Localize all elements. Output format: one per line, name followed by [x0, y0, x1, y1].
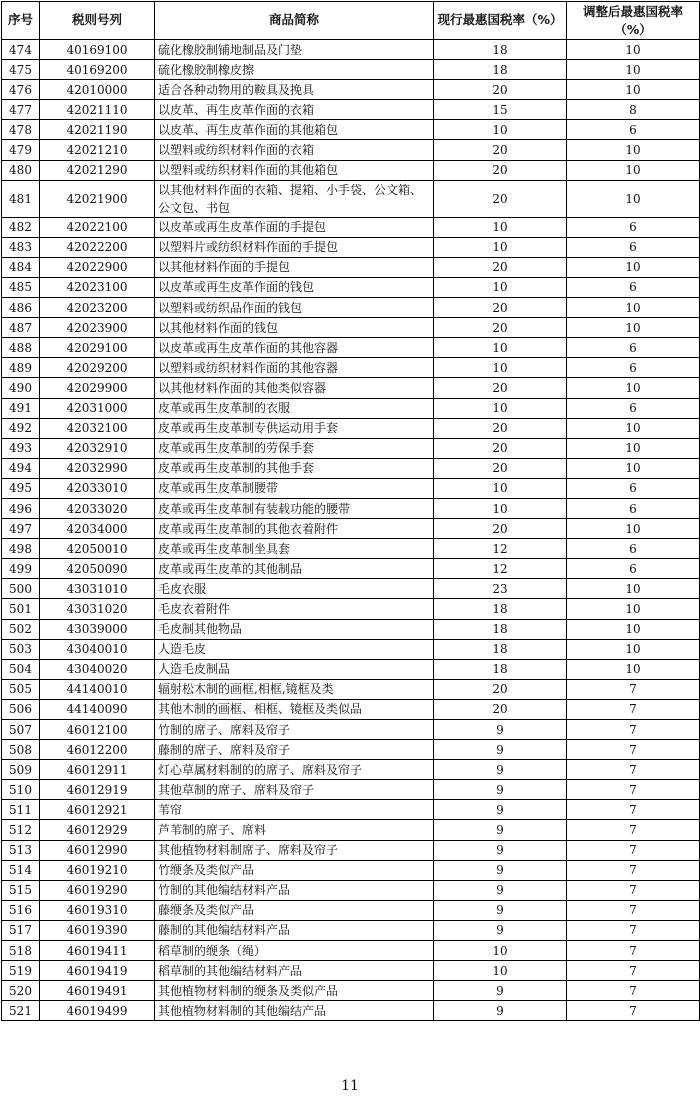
- cell-name: 竹制的席子、席料及帘子: [155, 720, 434, 740]
- cell-name: 其他植物材料制的缏条及类似产品: [155, 981, 434, 1001]
- cell-name: 其他植物材料制的其他编结产品: [155, 1001, 434, 1021]
- cell-code: 42034000: [40, 519, 155, 539]
- cell-current-rate: 18: [434, 659, 567, 679]
- cell-current-rate: 18: [434, 599, 567, 619]
- cell-current-rate: 18: [434, 40, 567, 60]
- cell-seq: 476: [2, 80, 40, 100]
- cell-code: 43040020: [40, 659, 155, 679]
- cell-current-rate: 10: [434, 237, 567, 257]
- cell-adjusted-rate: 6: [567, 358, 700, 378]
- table-header-row: [2, 2, 700, 40]
- cell-seq: 483: [2, 237, 40, 257]
- cell-adjusted-rate: 10: [567, 458, 700, 478]
- table-row: [2, 760, 700, 780]
- tariff-table: [1, 1, 700, 1021]
- cell-code: 42010000: [40, 80, 155, 100]
- cell-current-rate: 9: [434, 981, 567, 1001]
- cell-seq: 513: [2, 840, 40, 860]
- cell-name: 辐射松木制的画框,相框,镜框及类: [155, 679, 434, 699]
- table-row: [2, 478, 700, 498]
- cell-adjusted-rate: 7: [567, 720, 700, 740]
- cell-name: 以皮革或再生皮革作面的手提包: [155, 217, 434, 237]
- cell-adjusted-rate: 6: [567, 217, 700, 237]
- cell-name: 硫化橡胶制铺地制品及门垫: [155, 40, 434, 60]
- cell-code: 46019411: [40, 941, 155, 961]
- header-adjusted-rate: [567, 2, 700, 40]
- cell-code: 46019290: [40, 880, 155, 900]
- cell-adjusted-rate: 10: [567, 438, 700, 458]
- cell-current-rate: 10: [434, 338, 567, 358]
- cell-adjusted-rate: 7: [567, 780, 700, 800]
- cell-current-rate: 20: [434, 318, 567, 338]
- cell-seq: 508: [2, 740, 40, 760]
- table-row: [2, 820, 700, 840]
- table-row: [2, 780, 700, 800]
- cell-code: 42050090: [40, 559, 155, 579]
- table-row: [2, 60, 700, 80]
- table-row: [2, 900, 700, 920]
- cell-current-rate: 10: [434, 120, 567, 140]
- cell-code: 40169100: [40, 40, 155, 60]
- cell-seq: 517: [2, 920, 40, 940]
- cell-current-rate: 20: [434, 180, 567, 217]
- cell-adjusted-rate: 7: [567, 961, 700, 981]
- cell-code: 42032990: [40, 458, 155, 478]
- cell-code: 46019310: [40, 900, 155, 920]
- cell-code: 42022100: [40, 217, 155, 237]
- cell-code: 46012100: [40, 720, 155, 740]
- cell-adjusted-rate: 6: [567, 277, 700, 297]
- table-row: [2, 237, 700, 257]
- page-number: 11: [341, 1078, 359, 1094]
- cell-adjusted-rate: 7: [567, 699, 700, 719]
- cell-code: 42031000: [40, 398, 155, 418]
- cell-adjusted-rate: 7: [567, 900, 700, 920]
- cell-name: 以其他材料作面的手提包: [155, 257, 434, 277]
- cell-name: 毛皮衣服: [155, 579, 434, 599]
- cell-seq: 486: [2, 298, 40, 318]
- cell-code: 42033010: [40, 478, 155, 498]
- cell-code: 42022200: [40, 237, 155, 257]
- cell-seq: 506: [2, 699, 40, 719]
- cell-adjusted-rate: 10: [567, 160, 700, 180]
- cell-name: 藤缏条及类似产品: [155, 900, 434, 920]
- cell-code: 42032100: [40, 418, 155, 438]
- cell-name: 以皮革、再生皮革作面的衣箱: [155, 100, 434, 120]
- cell-seq: 501: [2, 599, 40, 619]
- table-row: [2, 920, 700, 940]
- cell-adjusted-rate: 10: [567, 60, 700, 80]
- cell-code: 42023900: [40, 318, 155, 338]
- cell-name: 适合各种动物用的鞍具及挽具: [155, 80, 434, 100]
- cell-current-rate: 15: [434, 100, 567, 120]
- cell-adjusted-rate: 6: [567, 478, 700, 498]
- cell-current-rate: 9: [434, 840, 567, 860]
- cell-seq: 520: [2, 981, 40, 1001]
- cell-current-rate: 12: [434, 539, 567, 559]
- cell-seq: 500: [2, 579, 40, 599]
- cell-name: 以塑料或纺织材料作面的其他箱包: [155, 160, 434, 180]
- table-row: [2, 740, 700, 760]
- cell-current-rate: 20: [434, 257, 567, 277]
- cell-adjusted-rate: 10: [567, 519, 700, 539]
- table-row: [2, 941, 700, 961]
- table-row: [2, 277, 700, 297]
- cell-code: 42022900: [40, 257, 155, 277]
- cell-seq: 488: [2, 338, 40, 358]
- cell-code: 43039000: [40, 619, 155, 639]
- cell-code: 43031010: [40, 579, 155, 599]
- table-row: [2, 338, 700, 358]
- cell-current-rate: 18: [434, 619, 567, 639]
- table-row: [2, 318, 700, 338]
- cell-name: 皮革或再生皮革的其他制品: [155, 559, 434, 579]
- cell-seq: 505: [2, 679, 40, 699]
- cell-adjusted-rate: 7: [567, 679, 700, 699]
- cell-current-rate: 20: [434, 378, 567, 398]
- cell-adjusted-rate: 10: [567, 180, 700, 217]
- cell-seq: 481: [2, 180, 40, 217]
- cell-current-rate: 20: [434, 140, 567, 160]
- cell-name: 皮革或再生皮革制的其他手套: [155, 458, 434, 478]
- cell-code: 46012200: [40, 740, 155, 760]
- cell-adjusted-rate: 7: [567, 860, 700, 880]
- cell-seq: 474: [2, 40, 40, 60]
- cell-name: 皮革或再生皮革制坐具套: [155, 539, 434, 559]
- cell-seq: 487: [2, 318, 40, 338]
- cell-current-rate: 9: [434, 860, 567, 880]
- cell-current-rate: 9: [434, 760, 567, 780]
- cell-current-rate: 10: [434, 941, 567, 961]
- table-body: [2, 40, 700, 1021]
- cell-seq: 516: [2, 900, 40, 920]
- cell-seq: 495: [2, 478, 40, 498]
- cell-adjusted-rate: 10: [567, 80, 700, 100]
- cell-current-rate: 20: [434, 699, 567, 719]
- cell-current-rate: 23: [434, 579, 567, 599]
- cell-current-rate: 10: [434, 961, 567, 981]
- table-row: [2, 860, 700, 880]
- cell-current-rate: 9: [434, 720, 567, 740]
- cell-current-rate: 10: [434, 277, 567, 297]
- table-row: [2, 800, 700, 820]
- cell-adjusted-rate: 7: [567, 760, 700, 780]
- cell-code: 46019419: [40, 961, 155, 981]
- table-row: [2, 880, 700, 900]
- table-row: [2, 699, 700, 719]
- cell-seq: 496: [2, 498, 40, 518]
- header-current-rate: 现行最惠国税率（%）: [434, 2, 567, 40]
- cell-name: 皮革或再生皮革制腰带: [155, 478, 434, 498]
- cell-seq: 512: [2, 820, 40, 840]
- cell-current-rate: 10: [434, 478, 567, 498]
- cell-code: 46019499: [40, 1001, 155, 1021]
- cell-name: 其他木制的画框、相框、镜框及类似品: [155, 699, 434, 719]
- cell-adjusted-rate: 10: [567, 40, 700, 60]
- cell-name: 人造毛皮: [155, 639, 434, 659]
- cell-code: 42029200: [40, 358, 155, 378]
- table-row: [2, 100, 700, 120]
- table-row: [2, 298, 700, 318]
- cell-adjusted-rate: 10: [567, 418, 700, 438]
- cell-code: 42032910: [40, 438, 155, 458]
- cell-adjusted-rate: 6: [567, 120, 700, 140]
- cell-seq: 499: [2, 559, 40, 579]
- cell-code: 42029100: [40, 338, 155, 358]
- cell-code: 44140010: [40, 679, 155, 699]
- cell-name: 藤制的席子、席料及帘子: [155, 740, 434, 760]
- cell-seq: 503: [2, 639, 40, 659]
- cell-seq: 510: [2, 780, 40, 800]
- cell-adjusted-rate: 10: [567, 619, 700, 639]
- cell-current-rate: 10: [434, 358, 567, 378]
- table-row: [2, 160, 700, 180]
- cell-current-rate: 9: [434, 880, 567, 900]
- cell-name: 以塑料片或纺织材料作面的手提包: [155, 237, 434, 257]
- header-adjusted-line2: （%）: [614, 21, 652, 37]
- cell-adjusted-rate: 10: [567, 298, 700, 318]
- cell-name: 以其他材料作面的其他类似容器: [155, 378, 434, 398]
- cell-code: 42021110: [40, 100, 155, 120]
- cell-adjusted-rate: 10: [567, 378, 700, 398]
- header-name: 商品简称: [155, 2, 434, 40]
- cell-name: 皮革或再生皮革制专供运动用手套: [155, 418, 434, 438]
- cell-name: 以塑料或纺织材料作面的衣箱: [155, 140, 434, 160]
- cell-adjusted-rate: 6: [567, 398, 700, 418]
- table-row: [2, 659, 700, 679]
- cell-adjusted-rate: 7: [567, 740, 700, 760]
- table-row: [2, 140, 700, 160]
- table-row: [2, 358, 700, 378]
- cell-code: 46012990: [40, 840, 155, 860]
- cell-adjusted-rate: 6: [567, 237, 700, 257]
- table-row: [2, 840, 700, 860]
- table-row: [2, 438, 700, 458]
- cell-name: 皮革或再生皮革制的其他衣着附件: [155, 519, 434, 539]
- table-row: [2, 418, 700, 438]
- table-row: [2, 120, 700, 140]
- cell-seq: 493: [2, 438, 40, 458]
- cell-seq: 489: [2, 358, 40, 378]
- cell-current-rate: 9: [434, 800, 567, 820]
- cell-name: 以皮革、再生皮革作面的其他箱包: [155, 120, 434, 140]
- table-row: [2, 539, 700, 559]
- cell-seq: 502: [2, 619, 40, 639]
- cell-name: 稻草制的其他编结材料产品: [155, 961, 434, 981]
- cell-adjusted-rate: 7: [567, 840, 700, 860]
- cell-name: 硫化橡胶制橡皮擦: [155, 60, 434, 80]
- cell-seq: 490: [2, 378, 40, 398]
- table-row: [2, 579, 700, 599]
- cell-current-rate: 18: [434, 60, 567, 80]
- table-row: [2, 398, 700, 418]
- cell-code: 42033020: [40, 498, 155, 518]
- cell-code: 46012911: [40, 760, 155, 780]
- cell-current-rate: 20: [434, 298, 567, 318]
- cell-adjusted-rate: 8: [567, 100, 700, 120]
- cell-current-rate: 10: [434, 398, 567, 418]
- header-seq: 序号: [2, 2, 40, 40]
- cell-code: 42021210: [40, 140, 155, 160]
- cell-seq: 514: [2, 860, 40, 880]
- cell-name: 苇帘: [155, 800, 434, 820]
- cell-adjusted-rate: 10: [567, 639, 700, 659]
- cell-seq: 477: [2, 100, 40, 120]
- cell-name: 灯心草属材料制的的席子、席料及帘子: [155, 760, 434, 780]
- cell-current-rate: 9: [434, 740, 567, 760]
- cell-current-rate: 9: [434, 920, 567, 940]
- table-row: [2, 679, 700, 699]
- cell-adjusted-rate: 10: [567, 579, 700, 599]
- cell-name: 皮革或再生皮革制有装载功能的腰带: [155, 498, 434, 518]
- cell-name: 竹缏条及类似产品: [155, 860, 434, 880]
- cell-code: 42050010: [40, 539, 155, 559]
- cell-adjusted-rate: 6: [567, 338, 700, 358]
- cell-adjusted-rate: 7: [567, 920, 700, 940]
- table-row: [2, 981, 700, 1001]
- cell-seq: 507: [2, 720, 40, 740]
- cell-code: 46019491: [40, 981, 155, 1001]
- table-row: [2, 180, 700, 217]
- cell-seq: 515: [2, 880, 40, 900]
- cell-code: 44140090: [40, 699, 155, 719]
- cell-code: 46019390: [40, 920, 155, 940]
- table-row: [2, 257, 700, 277]
- cell-name: 毛皮制其他物品: [155, 619, 434, 639]
- cell-code: 42021900: [40, 180, 155, 217]
- cell-current-rate: 10: [434, 498, 567, 518]
- cell-current-rate: 20: [434, 438, 567, 458]
- cell-name: 芦苇制的席子、席料: [155, 820, 434, 840]
- cell-adjusted-rate: 10: [567, 659, 700, 679]
- table-row: [2, 378, 700, 398]
- cell-code: 42021290: [40, 160, 155, 180]
- cell-name: 皮革或再生皮革制的衣服: [155, 398, 434, 418]
- cell-adjusted-rate: 7: [567, 941, 700, 961]
- cell-name: 以其他材料作面的钱包: [155, 318, 434, 338]
- cell-name: 藤制的其他编结材料产品: [155, 920, 434, 940]
- cell-adjusted-rate: 10: [567, 599, 700, 619]
- cell-current-rate: 20: [434, 160, 567, 180]
- header-adjusted-line1: 调整后最惠国税率: [582, 3, 683, 19]
- table-row: [2, 599, 700, 619]
- table-row: [2, 217, 700, 237]
- cell-code: 46012921: [40, 800, 155, 820]
- cell-name: 稻草制的缏条（绳）: [155, 941, 434, 961]
- cell-adjusted-rate: 6: [567, 539, 700, 559]
- cell-seq: 504: [2, 659, 40, 679]
- cell-adjusted-rate: 7: [567, 800, 700, 820]
- cell-seq: 475: [2, 60, 40, 80]
- cell-seq: 521: [2, 1001, 40, 1021]
- cell-current-rate: 9: [434, 900, 567, 920]
- table-row: [2, 40, 700, 60]
- cell-current-rate: 20: [434, 679, 567, 699]
- cell-current-rate: 20: [434, 519, 567, 539]
- cell-adjusted-rate: 7: [567, 1001, 700, 1021]
- table-row: [2, 458, 700, 478]
- cell-seq: 478: [2, 120, 40, 140]
- header-code: 税则号列: [40, 2, 155, 40]
- cell-current-rate: 12: [434, 559, 567, 579]
- table-row: [2, 498, 700, 518]
- cell-name: 其他草制的席子、席料及帘子: [155, 780, 434, 800]
- cell-current-rate: 10: [434, 217, 567, 237]
- cell-seq: 491: [2, 398, 40, 418]
- cell-code: 42023200: [40, 298, 155, 318]
- table-row: [2, 1001, 700, 1021]
- cell-code: 42029900: [40, 378, 155, 398]
- table-row: [2, 80, 700, 100]
- table-row: [2, 639, 700, 659]
- cell-seq: 519: [2, 961, 40, 981]
- cell-adjusted-rate: 10: [567, 140, 700, 160]
- cell-adjusted-rate: 6: [567, 559, 700, 579]
- cell-code: 46019210: [40, 860, 155, 880]
- cell-current-rate: 9: [434, 820, 567, 840]
- cell-name: 毛皮衣着附件: [155, 599, 434, 619]
- cell-name: 竹制的其他编结材料产品: [155, 880, 434, 900]
- cell-current-rate: 9: [434, 780, 567, 800]
- cell-adjusted-rate: 7: [567, 981, 700, 1001]
- cell-code: 42023100: [40, 277, 155, 297]
- cell-seq: 511: [2, 800, 40, 820]
- table-row: [2, 619, 700, 639]
- table-row: [2, 720, 700, 740]
- cell-seq: 485: [2, 277, 40, 297]
- cell-seq: 479: [2, 140, 40, 160]
- cell-name: 以塑料或纺织品作面的钱包: [155, 298, 434, 318]
- cell-current-rate: 9: [434, 1001, 567, 1021]
- cell-seq: 492: [2, 418, 40, 438]
- cell-name: 以皮革或再生皮革作面的其他容器: [155, 338, 434, 358]
- cell-seq: 482: [2, 217, 40, 237]
- cell-seq: 498: [2, 539, 40, 559]
- cell-seq: 480: [2, 160, 40, 180]
- cell-seq: 497: [2, 519, 40, 539]
- cell-seq: 509: [2, 760, 40, 780]
- cell-current-rate: 20: [434, 80, 567, 100]
- cell-code: 42021190: [40, 120, 155, 140]
- cell-adjusted-rate: 6: [567, 498, 700, 518]
- table-row: [2, 961, 700, 981]
- table-row: [2, 559, 700, 579]
- cell-seq: 518: [2, 941, 40, 961]
- cell-name: 其他植物材料制席子、席料及帘子: [155, 840, 434, 860]
- cell-seq: 484: [2, 257, 40, 277]
- cell-name: 以其他材料作面的衣箱、提箱、小手袋、公文箱、公文包、书包: [155, 180, 434, 217]
- cell-code: 46012929: [40, 820, 155, 840]
- cell-code: 46012919: [40, 780, 155, 800]
- table-row: [2, 519, 700, 539]
- cell-name: 以皮革或再生皮革作面的钱包: [155, 277, 434, 297]
- cell-current-rate: 20: [434, 418, 567, 438]
- cell-name: 皮革或再生皮革制的劳保手套: [155, 438, 434, 458]
- cell-name: 以塑料或纺织材料作面的其他容器: [155, 358, 434, 378]
- cell-adjusted-rate: 10: [567, 257, 700, 277]
- cell-seq: 494: [2, 458, 40, 478]
- cell-current-rate: 18: [434, 639, 567, 659]
- cell-adjusted-rate: 7: [567, 880, 700, 900]
- cell-name: 人造毛皮制品: [155, 659, 434, 679]
- cell-current-rate: 20: [434, 458, 567, 478]
- cell-adjusted-rate: 10: [567, 318, 700, 338]
- cell-code: 40169200: [40, 60, 155, 80]
- cell-code: 43040010: [40, 639, 155, 659]
- cell-adjusted-rate: 7: [567, 820, 700, 840]
- cell-code: 43031020: [40, 599, 155, 619]
